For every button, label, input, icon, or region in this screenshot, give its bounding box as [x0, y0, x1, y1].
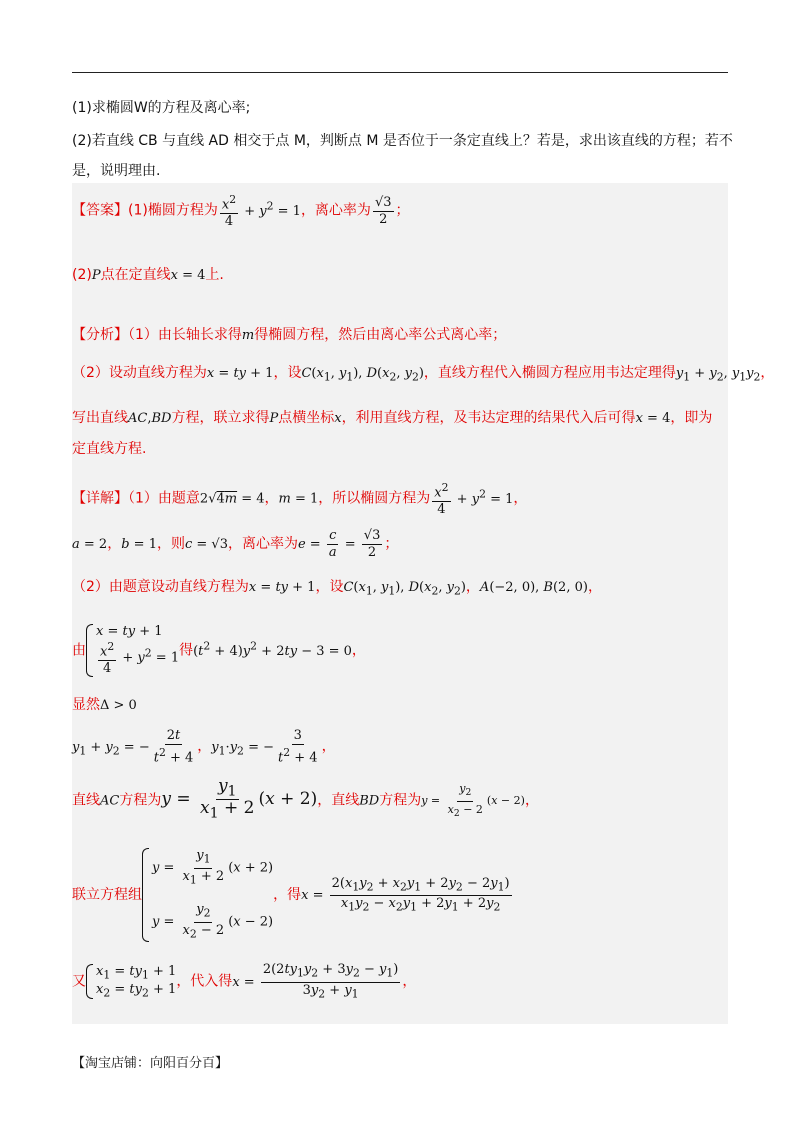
point-p: P — [91, 268, 101, 283]
detail-l7-e: ， — [524, 792, 539, 809]
answer-part-1-prefix: (1)椭圆方程为 — [128, 202, 218, 219]
vieta-product: $y_1\cdot y_2$ = − $\frac{3}{t^2 + 4}$ — [211, 728, 318, 766]
eccentricity-formula: e = $\frac{c}{a}$ = $\frac{√3}{2}$ — [297, 528, 381, 560]
detail-l6-sep: ， — [197, 738, 212, 755]
a-value: a = 2 — [72, 537, 108, 552]
detail-l3-c: ， — [465, 579, 480, 595]
analysis-l3-c: 点横坐标 — [278, 410, 335, 426]
x-intersection-formula: x = $\frac{2(x_1y_2 + x_2y_1 + 2y_2 - 2y_1)}{x_1y_2 - x_2y_1 + 2y_1 + 2y_2}$ — [301, 875, 510, 914]
result-x-4: x = 4 — [635, 411, 671, 426]
c-value: c = √3 — [184, 537, 228, 552]
footer-shop-label: 【淘宝店铺：向阳百分百】 — [72, 1056, 229, 1071]
detail-line-6 — [72, 728, 336, 766]
axis-length-equation: 2√4m = 4 — [199, 491, 265, 507]
analysis-l3-d: ，利用直线方程，及韦达定理的结果代入后可得 — [341, 410, 636, 426]
detail-l4-a: 由 — [72, 642, 86, 659]
analysis-l3-e: ，即为 — [670, 410, 713, 426]
answer-part-1-mid: ，离心率为 — [300, 202, 371, 219]
line-equation-2: x = ty + 1 — [248, 580, 316, 595]
analysis-l3-a: 写出直线 — [72, 410, 128, 426]
answer-tag: 【答案】 — [72, 202, 128, 219]
detail-line-2 — [72, 528, 398, 561]
eccentricity-value: $\frac{√3}{2}$ — [374, 194, 392, 227]
ellipse-equation-2: $\frac{x^2}{4}$ + $y^2 = 1$ — [434, 481, 514, 518]
detail-l4-b: 得 — [179, 642, 194, 659]
detail-line-8 — [72, 848, 514, 942]
detail-l8-a: 联立方程组 — [72, 887, 142, 904]
detail-l3-a: （2）由题意设动直线方程为 — [72, 579, 249, 595]
detail-l1-a: （1）由题意 — [128, 490, 200, 507]
detail-line-7 — [72, 778, 539, 822]
line-ac-equation: y = $\frac{y_1}{x_1 + 2}$ (x + 2) — [161, 776, 318, 822]
analysis-l1-end: 得椭圆方程，然后由离心率公式离心率； — [254, 327, 507, 343]
x-substituted-formula: x = $\frac{2(2ty_1y_2 + 3y_2 - y_1)}{3y_2 + y_1}$ — [232, 962, 399, 1001]
answer-part-2-end: 上. — [205, 267, 224, 283]
detail-l9-a: 又 — [72, 973, 86, 990]
equation-system-3: $x_1 = ty_1 + 1$ $x_2 = ty_2 + 1$ — [86, 964, 176, 999]
ellipse-equation: $\frac{x^2}{4}$ + $y^2 = 1$ — [221, 193, 301, 230]
detail-l4-c: ， — [351, 642, 366, 659]
answer-line-1 — [72, 192, 410, 230]
detail-l5: 显然 — [72, 697, 100, 713]
detail-l1-c: ，所以椭圆方程为 — [318, 490, 431, 507]
question-part-1: (1)求椭圆W的方程及离心率; — [72, 100, 251, 116]
analysis-l1: （1）由长轴长求得 — [128, 327, 242, 343]
analysis-l2-d: ， — [760, 365, 775, 381]
answer-part-2-prefix: (2) — [72, 267, 92, 283]
detail-l7-d: 方程为 — [379, 792, 422, 809]
detail-line-4 — [72, 624, 366, 677]
equation-system-1: x = ty + 1 $\frac{x^2}{4}$ + $y^2 = 1$ — [86, 624, 179, 677]
detail-l9-b: ，代入得 — [176, 973, 233, 990]
detail-l7-b: 方程为 — [119, 792, 162, 809]
analysis-l2-b: ，设 — [273, 365, 302, 381]
fixed-line-equation: x = 4 — [170, 268, 206, 283]
detail-l8-b: ，得 — [273, 887, 302, 904]
question-part-2-line-1: (2)若直线 CB 与直线 AD 相交于点 M，判断点 M 是否位于一条定直线上？若是，求出该直线的方程；若不 — [72, 133, 733, 149]
detail-l7-c: ，直线 — [317, 792, 360, 809]
analysis-l3-b: 方程，联立求得 — [171, 410, 270, 426]
m-value: m = 1 — [278, 491, 319, 507]
quadratic-in-y: $(t^2 + 4)y^2 + 2ty - 3 = 0$ — [193, 639, 352, 659]
lines-ac-bd: AC — [128, 411, 148, 426]
detail-l1-b: ， — [264, 490, 279, 507]
detail-l2-b: ，则 — [156, 536, 185, 552]
equation-system-2: y = $\frac{y_1}{x_1 + 2}$ (x + 2) y = $\frac{y_2}{x_2 - 2}$ (x − 2) — [142, 848, 273, 942]
line-bd-equation: y = $\frac{y_2}{x_2 - 2}$ (x − 2) — [421, 781, 525, 820]
detail-l6-end: ， — [321, 738, 336, 755]
discriminant: Δ > 0 — [100, 698, 137, 713]
vieta-sum: $y_1 + y_2$ = − $\frac{2t}{t^2 + 4}$ — [72, 728, 194, 766]
points-ab: A(−2, 0), B(2, 0) — [479, 580, 588, 595]
header-rule — [72, 72, 728, 73]
answer-part-2-mid: 点在定直线 — [100, 267, 171, 283]
analysis-line-3: 写出直线AC,BD方程，联立求得P点横坐标x，利用直线方程，及韦达定理的结果代入后可得x = 4，即为 — [72, 410, 713, 426]
question-part-2-line-2: 是，说明理由. — [72, 163, 161, 179]
line-ac: AC — [100, 793, 120, 809]
point-p-2: P — [269, 411, 279, 426]
b-value: b = 1 — [121, 537, 157, 552]
answer-part-1-end: ； — [395, 202, 410, 219]
vieta-terms: $y_1 + y_2$, $y_1y_2$ — [675, 366, 761, 384]
detail-l7-a: 直线 — [72, 792, 100, 809]
points-cd-2: $C(x_1$, $y_1$), $D(x_2$, $y_2$) — [343, 580, 466, 598]
m-symbol: m — [241, 328, 255, 343]
answer-line-2 — [72, 264, 224, 284]
line-bd: BD — [359, 793, 380, 809]
detail-l2-d: ； — [384, 536, 399, 552]
detail-l1-d: ， — [513, 490, 528, 507]
detail-tag: 【详解】 — [72, 490, 128, 507]
detail-line-5 — [72, 694, 137, 714]
analysis-tag: 【分析】 — [72, 327, 128, 343]
detail-l9-c: ， — [402, 973, 417, 990]
detail-l3-d: ， — [587, 579, 602, 595]
line-equation: x = ty + 1 — [206, 366, 274, 381]
detail-line-1 — [72, 480, 527, 518]
analysis-line-1 — [72, 324, 506, 344]
detail-l2-a: ， — [107, 536, 122, 552]
analysis-line-2 — [72, 362, 774, 384]
analysis-l2-c: ，直线方程代入椭圆方程应用韦达定理得 — [423, 365, 676, 381]
detail-l2-c: ，离心率为 — [227, 536, 298, 552]
detail-line-9 — [72, 962, 416, 1002]
detail-line-3 — [72, 576, 602, 598]
analysis-line-4: 定直线方程. — [72, 441, 147, 457]
analysis-l2-a: （2）设动直线方程为 — [72, 365, 207, 381]
points-cd: $C(x_1$, $y_1$), $D(x_2$, $y_2$) — [301, 366, 424, 384]
detail-l3-b: ，设 — [315, 579, 344, 595]
